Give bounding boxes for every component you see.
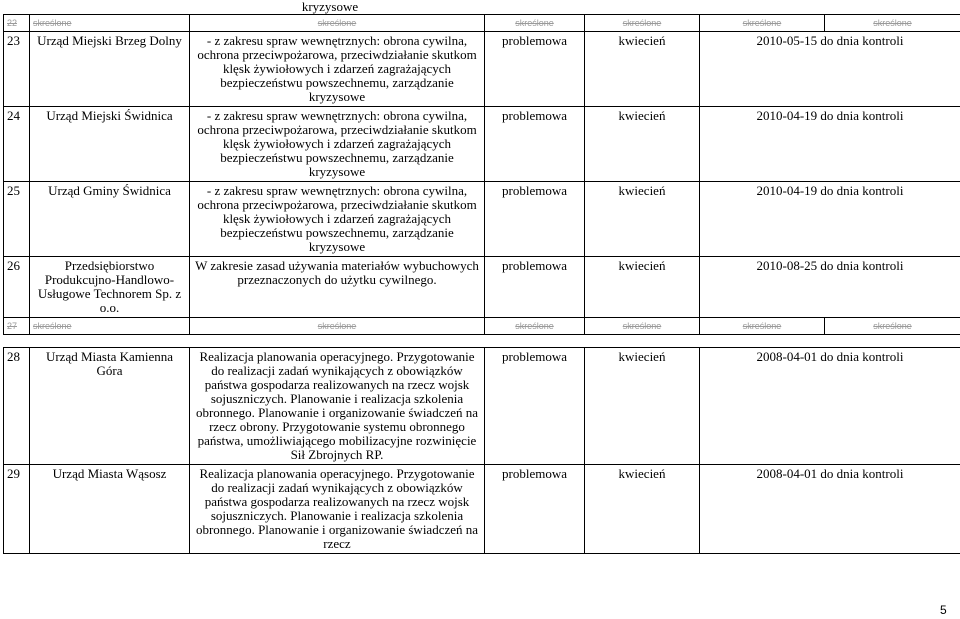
table-row-struck	[4, 15, 960, 32]
row-number: 26	[4, 257, 30, 318]
inspection-month: kwiecień	[585, 107, 700, 182]
inspection-month: kwiecień	[585, 182, 700, 257]
struck-cell: skreślone	[485, 15, 585, 32]
inspection-scope: - z zakresu spraw wewnętrznych: obrona cywilna, ochrona przeciwpożarowa, przeciwdziałanie skutkom klęsk żywiołowych i zdarzeń zagrażających bezpieczeństwu powszechnemu, zarządzanie kryzysowe	[190, 107, 485, 182]
table-row	[4, 257, 960, 318]
inspection-scope: - z zakresu spraw wewnętrznych: obrona cywilna, ochrona przeciwpożarowa, przeciwdziałanie skutkom klęsk żywiołowych i zdarzeń zagrażających bezpieczeństwu powszechnemu, zarządzanie kryzysowe	[190, 182, 485, 257]
table-row-struck	[4, 318, 960, 335]
inspection-scope: - z zakresu spraw wewnętrznych: obrona cywilna, ochrona przeciwpożarowa, przeciwdziałanie skutkom klęsk żywiołowych i zdarzeń zagrażających bezpieczeństwu powszechnemu, zarządzanie kryzysowe	[190, 32, 485, 107]
inspection-type: problemowa	[485, 182, 585, 257]
page-number: 5	[940, 603, 947, 617]
inspection-month: kwiecień	[585, 465, 700, 554]
row-number: 23	[4, 32, 30, 107]
inspection-type: problemowa	[485, 257, 585, 318]
table-row	[4, 107, 960, 182]
inspection-scope: W zakresie zasad używania materiałów wybuchowych przeznaczonych do użytku cywilnego.	[190, 257, 485, 318]
inspection-type: problemowa	[485, 465, 585, 554]
row-number: 28	[4, 348, 30, 465]
row-number: 22	[4, 15, 30, 32]
inspection-scope: Realizacja planowania operacyjnego. Przygotowanie do realizacji zadań wynikających z obowiązków państwa gospodarza realizowanych na rzecz wojsk sojuszniczych. Planowanie i realizacja szkolenia obronnego. Planowanie i organizowanie świadczeń na rzecz	[190, 465, 485, 554]
struck-cell: skreślone	[585, 15, 700, 32]
struck-cell: skreślone	[825, 318, 960, 335]
inspection-period: 2010-05-15 do dnia kontroli	[700, 32, 960, 107]
inspection-table-lower	[3, 347, 960, 554]
struck-cell: skreślone	[485, 318, 585, 335]
inspection-month: kwiecień	[585, 348, 700, 465]
unit-name: Urząd Miejski Świdnica	[30, 107, 190, 182]
struck-cell: skreślone	[190, 318, 485, 335]
inspection-table-upper	[3, 14, 960, 335]
unit-name: Urząd Miasta Wąsosz	[30, 465, 190, 554]
table-row	[4, 182, 960, 257]
inspection-period: 2010-08-25 do dnia kontroli	[700, 257, 960, 318]
row-number: 29	[4, 465, 30, 554]
unit-name: Urząd Miasta Kamienna Góra	[30, 348, 190, 465]
struck-cell: skreślone	[30, 318, 190, 335]
inspection-period: 2010-04-19 do dnia kontroli	[700, 107, 960, 182]
struck-cell: skreślone	[190, 15, 485, 32]
struck-cell: skreślone	[825, 15, 960, 32]
row-number: 25	[4, 182, 30, 257]
inspection-month: kwiecień	[585, 257, 700, 318]
inspection-month: kwiecień	[585, 32, 700, 107]
inspection-period: 2008-04-01 do dnia kontroli	[700, 348, 960, 465]
unit-name: Urząd Miejski Brzeg Dolny	[30, 32, 190, 107]
struck-cell: skreślone	[700, 15, 825, 32]
struck-cell: skreślone	[700, 318, 825, 335]
table-row	[4, 465, 960, 554]
unit-name: Przedsiębiorstwo Produkcujno-Handlowo-Usługowe Technorem Sp. z o.o.	[30, 257, 190, 318]
inspection-type: problemowa	[485, 107, 585, 182]
inspection-type: problemowa	[485, 32, 585, 107]
table-row	[4, 32, 960, 107]
continued-text: kryzysowe	[301, 0, 359, 14]
table-row	[4, 348, 960, 465]
struck-cell: skreślone	[585, 318, 700, 335]
struck-cell: skreślone	[30, 15, 190, 32]
row-number: 27	[4, 318, 30, 335]
inspection-type: problemowa	[485, 348, 585, 465]
unit-name: Urząd Gminy Świdnica	[30, 182, 190, 257]
inspection-scope: Realizacja planowania operacyjnego. Przygotowanie do realizacji zadań wynikających z obowiązków państwa gospodarza realizowanych na rzecz wojsk sojuszniczych. Planowanie i realizacja szkolenia obronnego. Planowanie i organizowanie świadczeń na rzecz obrony. Przygotowanie systemu obronnego państwa, umożliwiającego mobilizacyjne rozwinięcie Sił Zbrojnych RP.	[190, 348, 485, 465]
inspection-period: 2008-04-01 do dnia kontroli	[700, 465, 960, 554]
inspection-period: 2010-04-19 do dnia kontroli	[700, 182, 960, 257]
row-number: 24	[4, 107, 30, 182]
